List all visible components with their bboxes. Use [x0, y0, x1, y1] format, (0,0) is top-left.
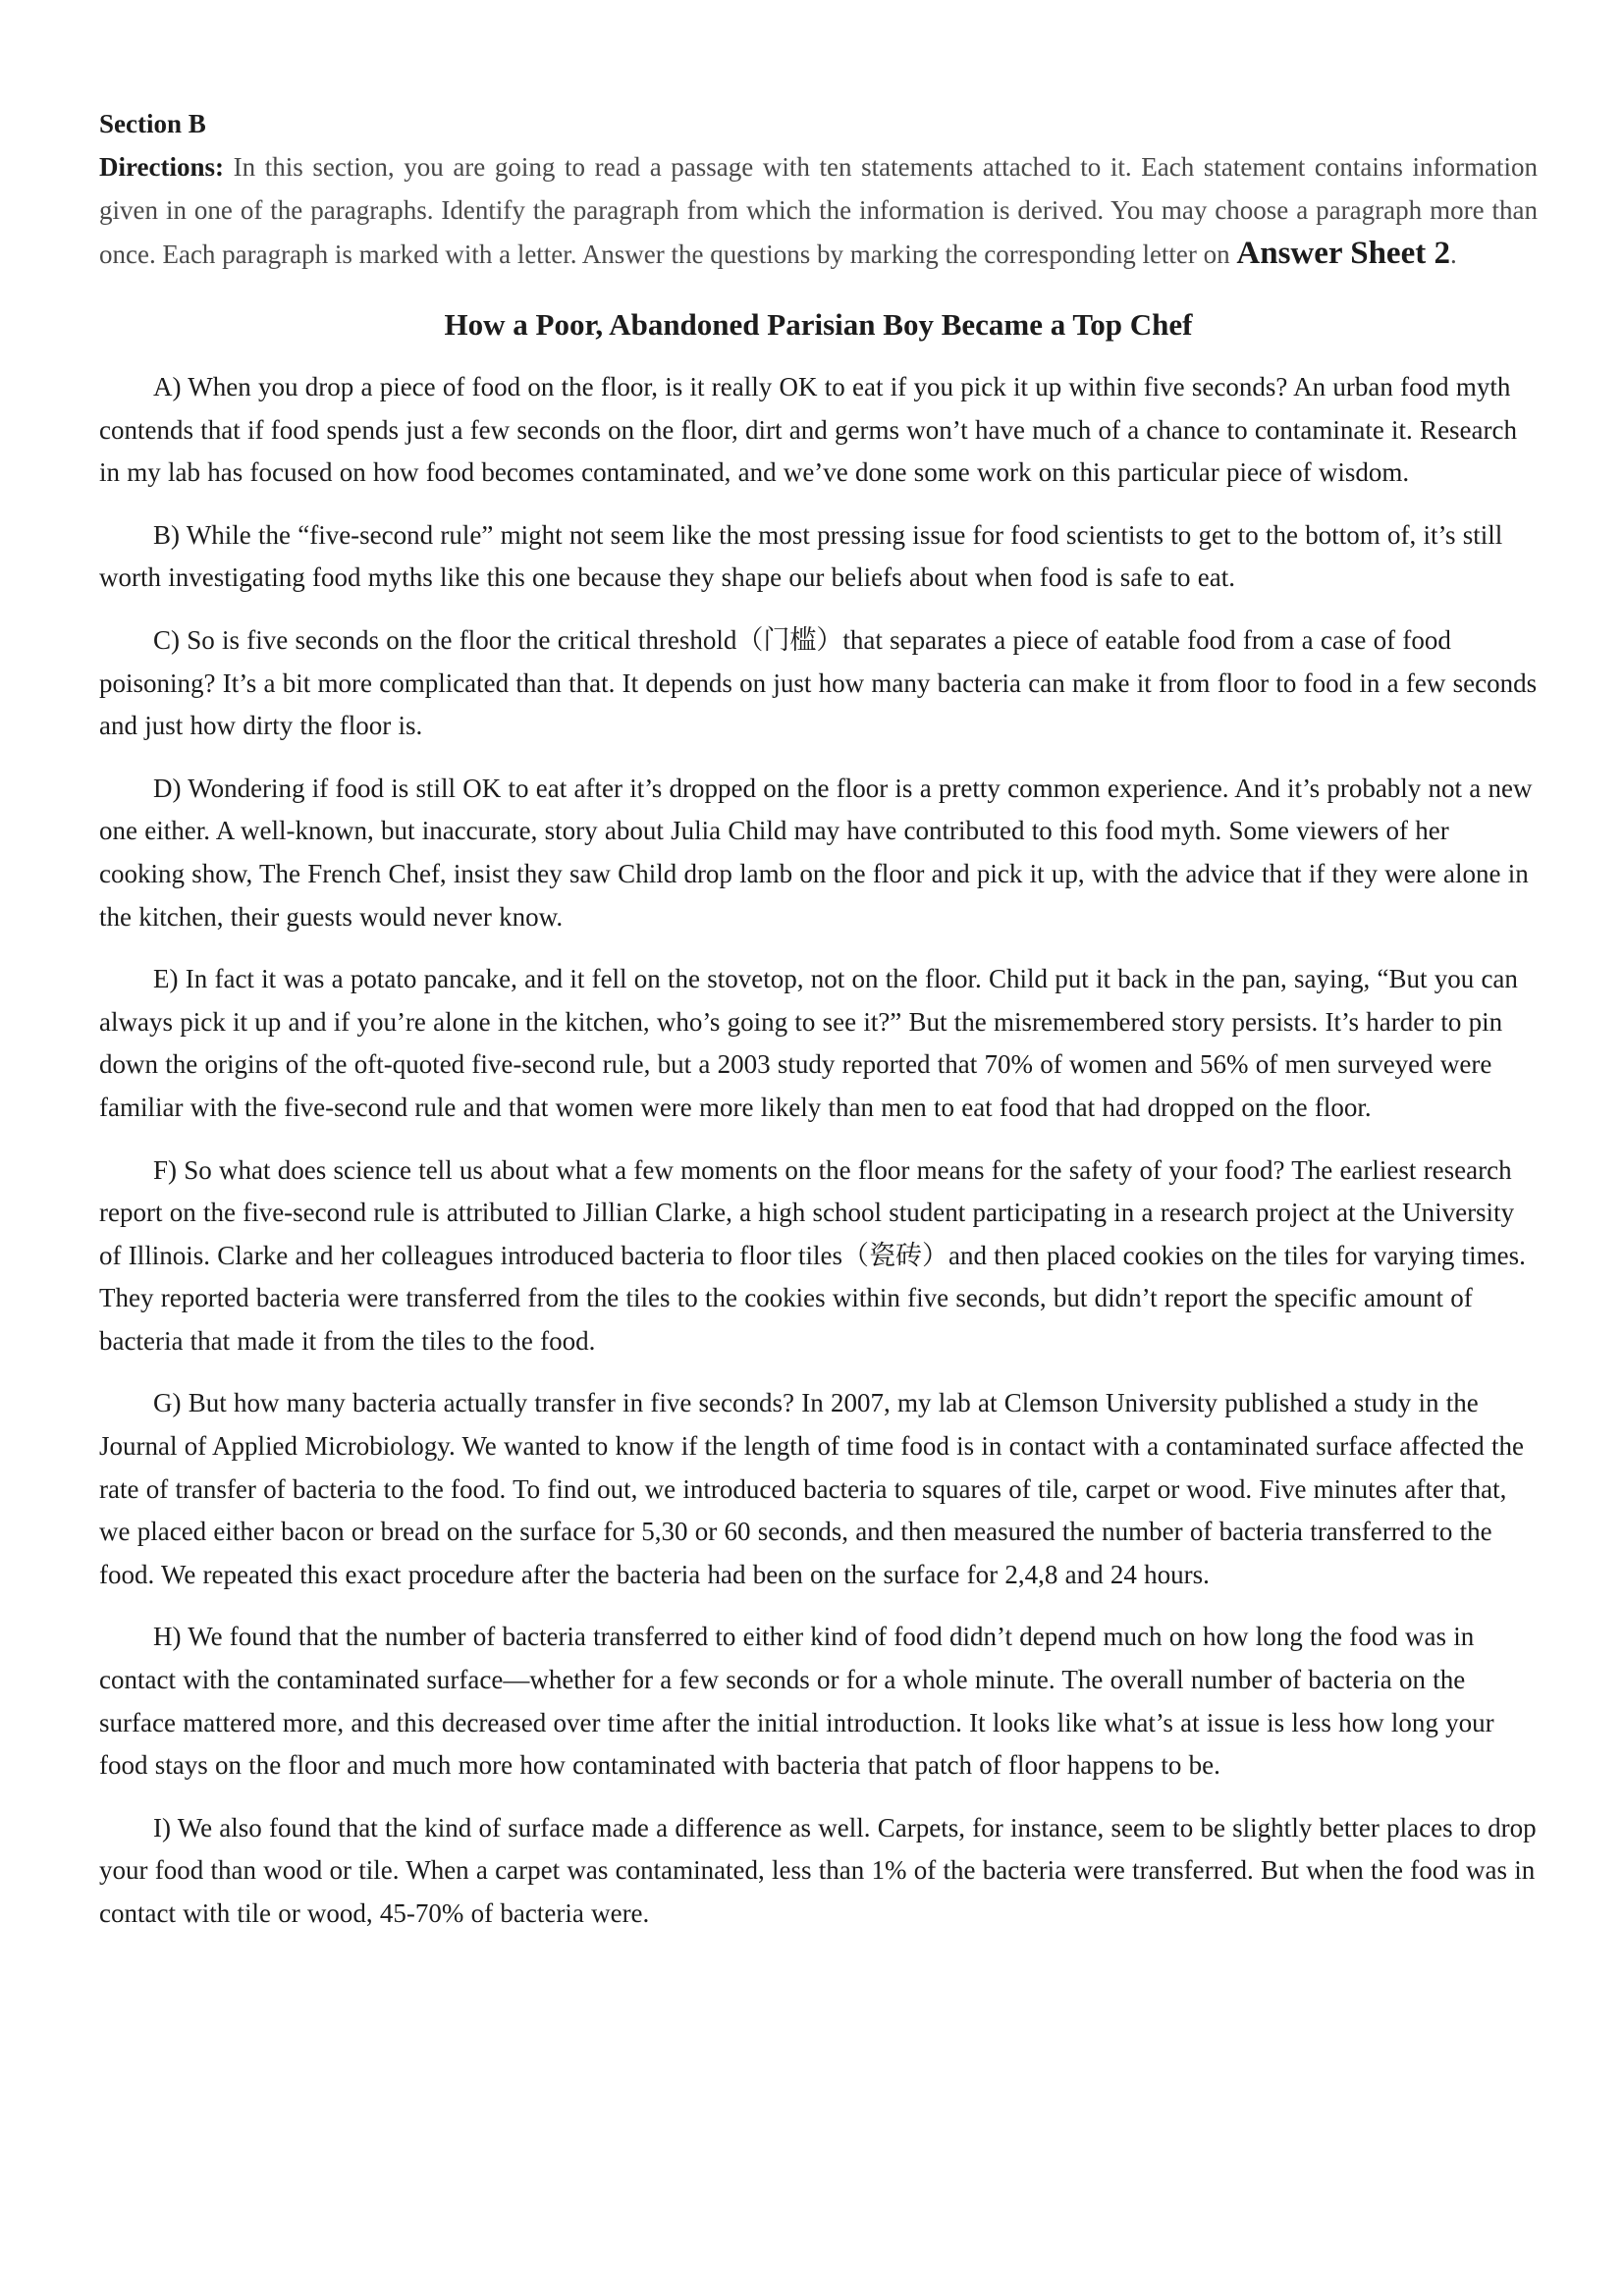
paragraph-f: F) So what does science tell us about what a few moments on the floor means for the safety of your food? The earliest research report on the five-second rule is attributed to Jillian Clarke, a high school student participating in a research project at the University of Illinois. Clarke and her colleagues introduced bacteria to floor tiles（瓷砖）and then placed cookies on the tiles for varying times. They reported bacteria were transferred from the tiles to the cookies within five seconds, but didn’t report the specific amount of bacteria that made it from the tiles to the food. — [99, 1154, 1526, 1356]
paragraph-c: C) So is five seconds on the floor the critical threshold（门槛）that separates a piece of eatable food from a case of food poisoning? It’s a bit more complicated than that. It depends on just how many bacteria can make it from floor to food in a few seconds and just how dirty the floor is. — [99, 624, 1538, 741]
paragraph-e: E) In fact it was a potato pancake, and it fell on the stovetop, not on the floor. Child put it back in the pan, saying, “But you can always pick it up and if you’re alone in the kitchen, who’s going to see it?” But the misremembered story persists. It’s harder to pin down the origins of the oft-quoted five-second rule, but a 2003 study reported that 70% of women and 56% of men surveyed were familiar with the five-second rule and that women were more likely than men to eat food that had dropped on the floor. — [99, 964, 1518, 1122]
directions-text: In this section, you are going to read a passage with ten statements attached to it. Each statement contains information given in one of the paragraphs. Identify the paragraph from which the information is derived. You may choose a paragraph more than once. Each paragraph is marked with a letter. Answer the questions by marking the corresponding letter on — [99, 152, 1538, 269]
paragraph-a: A) When you drop a piece of food on the floor, is it really OK to eat if you pick it up within five seconds? An urban food myth contends that if food spends just a few seconds on the floor, dirt and germs won’t have much of a chance to contaminate it. Research in my lab has focused on how food becomes contaminated, and we’ve done some work on this particular piece of wisdom. — [99, 372, 1518, 488]
directions — [99, 145, 1538, 276]
answer-sheet-label: Answer Sheet 2 — [1236, 236, 1450, 271]
section-title: Section B — [99, 109, 206, 138]
paragraph-d: D) Wondering if food is still OK to eat after it’s dropped on the floor is a pretty common experience. And it’s probably not a new one either. A well-known, but inaccurate, story about Julia Child may have contributed to this food myth. Some viewers of her cooking show, The French Chef, insist they saw Child drop lamb on the floor and pick it up, with the advice that if they were alone in the kitchen, their guests would never know. — [99, 773, 1533, 932]
passage-title: How a Poor, Abandoned Parisian Boy Became a Top Chef — [444, 307, 1193, 342]
paragraph-g: G) But how many bacteria actually transfer in five seconds? In 2007, my lab at Clemson University published a study in the Journal of Applied Microbiology. We wanted to know if the length of time food is in contact with a contaminated surface affected the rate of transfer of bacteria to the food. To find out, we introduced bacteria to squares of tile, carpet or wood. Five minutes after that, we placed either bacon or bread on the surface for 5,30 or 60 seconds, and then measured the number of bacteria transferred to the food. We repeated this exact procedure after the bacteria had been on the surface for 2,4,8 and 24 hours. — [99, 1388, 1524, 1589]
paragraph-h: H) We found that the number of bacteria transferred to either kind of food didn’t depend much on how long the food was in contact with the contaminated surface—whether for a few seconds or for a whole minute. The overall number of bacteria on the surface mattered more, and this decreased over time after the initial introduction. It looks like what’s at issue is less how long your food stays on the floor and much more how contaminated with bacteria that patch of floor happens to be. — [99, 1622, 1494, 1781]
paragraph-i: I) We also found that the kind of surface made a difference as well. Carpets, for instance, seem to be slightly better places to drop your food than wood or tile. When a carpet was contaminated, less than 1% of the bacteria were transferred. But when the food was in contact with tile or wood, 45-70% of bacteria were. — [99, 1812, 1537, 1928]
directions-label: Directions: — [99, 152, 224, 182]
directions-period: . — [1449, 240, 1457, 269]
paragraph-b: B) While the “five-second rule” might not seem like the most pressing issue for food scientists to get to the bottom of, it’s still worth investigating food myths like this one because they shape our beliefs about when food is safe to eat. — [99, 519, 1503, 593]
